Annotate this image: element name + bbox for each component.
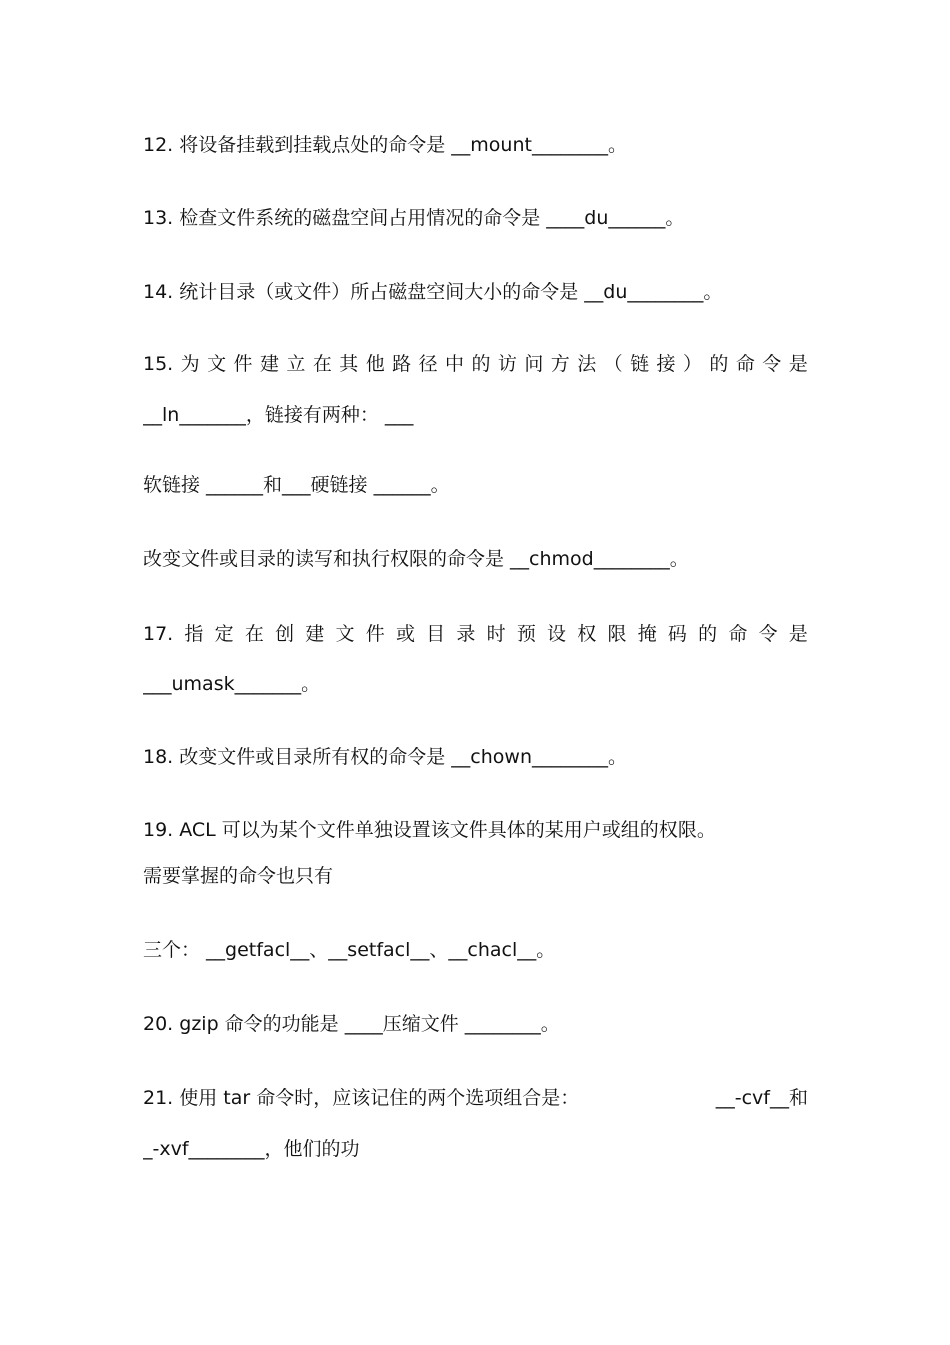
q15-char: 文	[207, 353, 227, 375]
question-19-line-1: 19. ACL 可以为某个文件单独设置该文件具体的某用户或组的权限。	[143, 819, 716, 841]
q15-char: 问	[524, 353, 544, 375]
q17-char: 或	[395, 623, 415, 645]
q17-char: 的	[698, 623, 718, 645]
q15-char: 立	[286, 353, 306, 375]
q17-char: 指	[184, 623, 204, 645]
question-21-line-1	[143, 1086, 808, 1110]
question-17-line-1	[143, 622, 808, 646]
q15-char: 建	[259, 353, 279, 375]
q15-char: 令	[762, 353, 782, 375]
q15-char: 15.	[143, 353, 174, 375]
q15-char: 件	[233, 353, 253, 375]
question-19-line-3: 三个： __getfacl__、__setfacl__、__chacl__。	[143, 939, 556, 961]
q15-char: 链	[630, 353, 650, 375]
question-21-line-2: _-xvf________，他们的功	[143, 1138, 360, 1160]
q17-char: 是	[788, 623, 808, 645]
q17-char: 令	[758, 623, 778, 645]
question-20: 20. gzip 命令的功能是 ____压缩文件 ________。	[143, 1013, 560, 1035]
q17-char: 件	[365, 623, 385, 645]
q17-char: 录	[456, 623, 476, 645]
question-15-line-1	[143, 352, 808, 376]
q15-char: 路	[392, 353, 412, 375]
question-21-answer: __-cvf__和	[715, 1087, 808, 1109]
q17-char: 文	[335, 623, 355, 645]
question-17-line-2: ___umask_______。	[143, 673, 321, 695]
q17-char: 预	[516, 623, 536, 645]
question-14: 14. 统计目录（或文件）所占磁盘空间大小的命令是 __du________。	[143, 281, 723, 303]
q17-char: 时	[486, 623, 506, 645]
question-16: 改变文件或目录的读写和执行权限的命令是 __chmod________。	[143, 548, 689, 570]
q17-char: 目	[426, 623, 446, 645]
q15-char: ）	[682, 353, 702, 375]
q15-char: 在	[312, 353, 332, 375]
q15-char: 他	[365, 353, 385, 375]
q15-char: 径	[418, 353, 438, 375]
q17-char: 建	[305, 623, 325, 645]
question-13: 13. 检查文件系统的磁盘空间占用情况的命令是 ____du______。	[143, 207, 685, 229]
q17-char: 码	[667, 623, 687, 645]
q17-char: 17.	[143, 623, 174, 645]
q17-char: 命	[728, 623, 748, 645]
question-15-line-2: __ln_______，链接有两种： ___	[143, 404, 414, 426]
question-12: 12. 将设备挂载到挂载点处的命令是 __mount________。	[143, 134, 627, 156]
q17-char: 权	[577, 623, 597, 645]
q15-char: （	[603, 353, 623, 375]
q17-char: 限	[607, 623, 627, 645]
q15-char: 其	[339, 353, 359, 375]
q15-char: 的	[709, 353, 729, 375]
q15-char: 访	[497, 353, 517, 375]
q15-char: 接	[656, 353, 676, 375]
q17-char: 在	[244, 623, 264, 645]
q15-char: 方	[550, 353, 570, 375]
question-21-prompt: 21. 使用 tar 命令时，应该记住的两个选项组合是：	[143, 1087, 580, 1109]
q15-char: 中	[445, 353, 465, 375]
q17-char: 创	[275, 623, 295, 645]
question-19-line-2: 需要掌握的命令也只有	[143, 865, 334, 887]
question-15-line-3: 软链接 ______和___硬链接 ______。	[143, 474, 450, 496]
q15-char: 为	[180, 353, 200, 375]
q15-char: 命	[735, 353, 755, 375]
q17-char: 定	[214, 623, 234, 645]
q17-char: 掩	[637, 623, 657, 645]
q17-char: 设	[547, 623, 567, 645]
question-18: 18. 改变文件或目录所有权的命令是 __chown________。	[143, 746, 627, 768]
q15-char: 法	[577, 353, 597, 375]
q15-char: 是	[788, 353, 808, 375]
q15-char: 的	[471, 353, 491, 375]
